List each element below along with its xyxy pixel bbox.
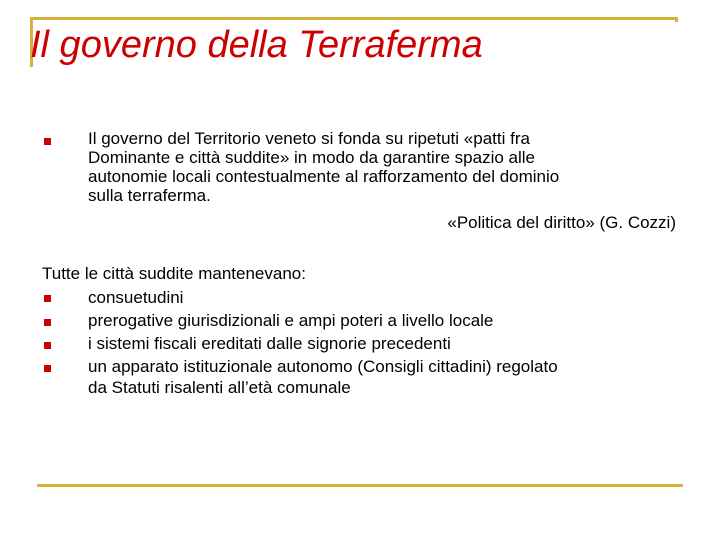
list-bullet-icon [44,342,51,349]
list-item-3: i sistemi fiscali ereditati dalle signorie precedenti [88,334,451,353]
intro-line-4: sulla terraferma. [88,186,211,205]
bottom-divider [37,484,683,487]
frame-right-tick [675,17,678,22]
list-bullet-icon [44,365,51,372]
list-item-4-line-2: da Statuti risalenti all’età comunale [88,378,351,397]
list-item-2: prerogative giurisdizionali e ampi poteri a livello locale [88,311,494,330]
list-bullet-icon [44,295,51,302]
intro-bullet-icon [44,138,51,145]
intro-line-3: autonomie locali contestualmente al rafforzamento del dominio [88,167,560,186]
citation: «Politica del diritto» (G. Cozzi) [447,213,676,232]
slide-title: Il governo della Terraferma [30,24,483,66]
frame-top-border [30,17,678,20]
section-heading: Tutte le città suddite mantenevano: [42,264,306,283]
list-bullet-icon [44,319,51,326]
intro-line-2: Dominante e città suddite» in modo da garantire spazio alle [88,148,535,167]
list-item-1: consuetudini [88,288,184,307]
intro-line-1: Il governo del Territorio veneto si fonda su ripetuti «patti fra [88,129,530,148]
list-item-4-line-1: un apparato istituzionale autonomo (Consigli cittadini) regolato [88,357,558,376]
